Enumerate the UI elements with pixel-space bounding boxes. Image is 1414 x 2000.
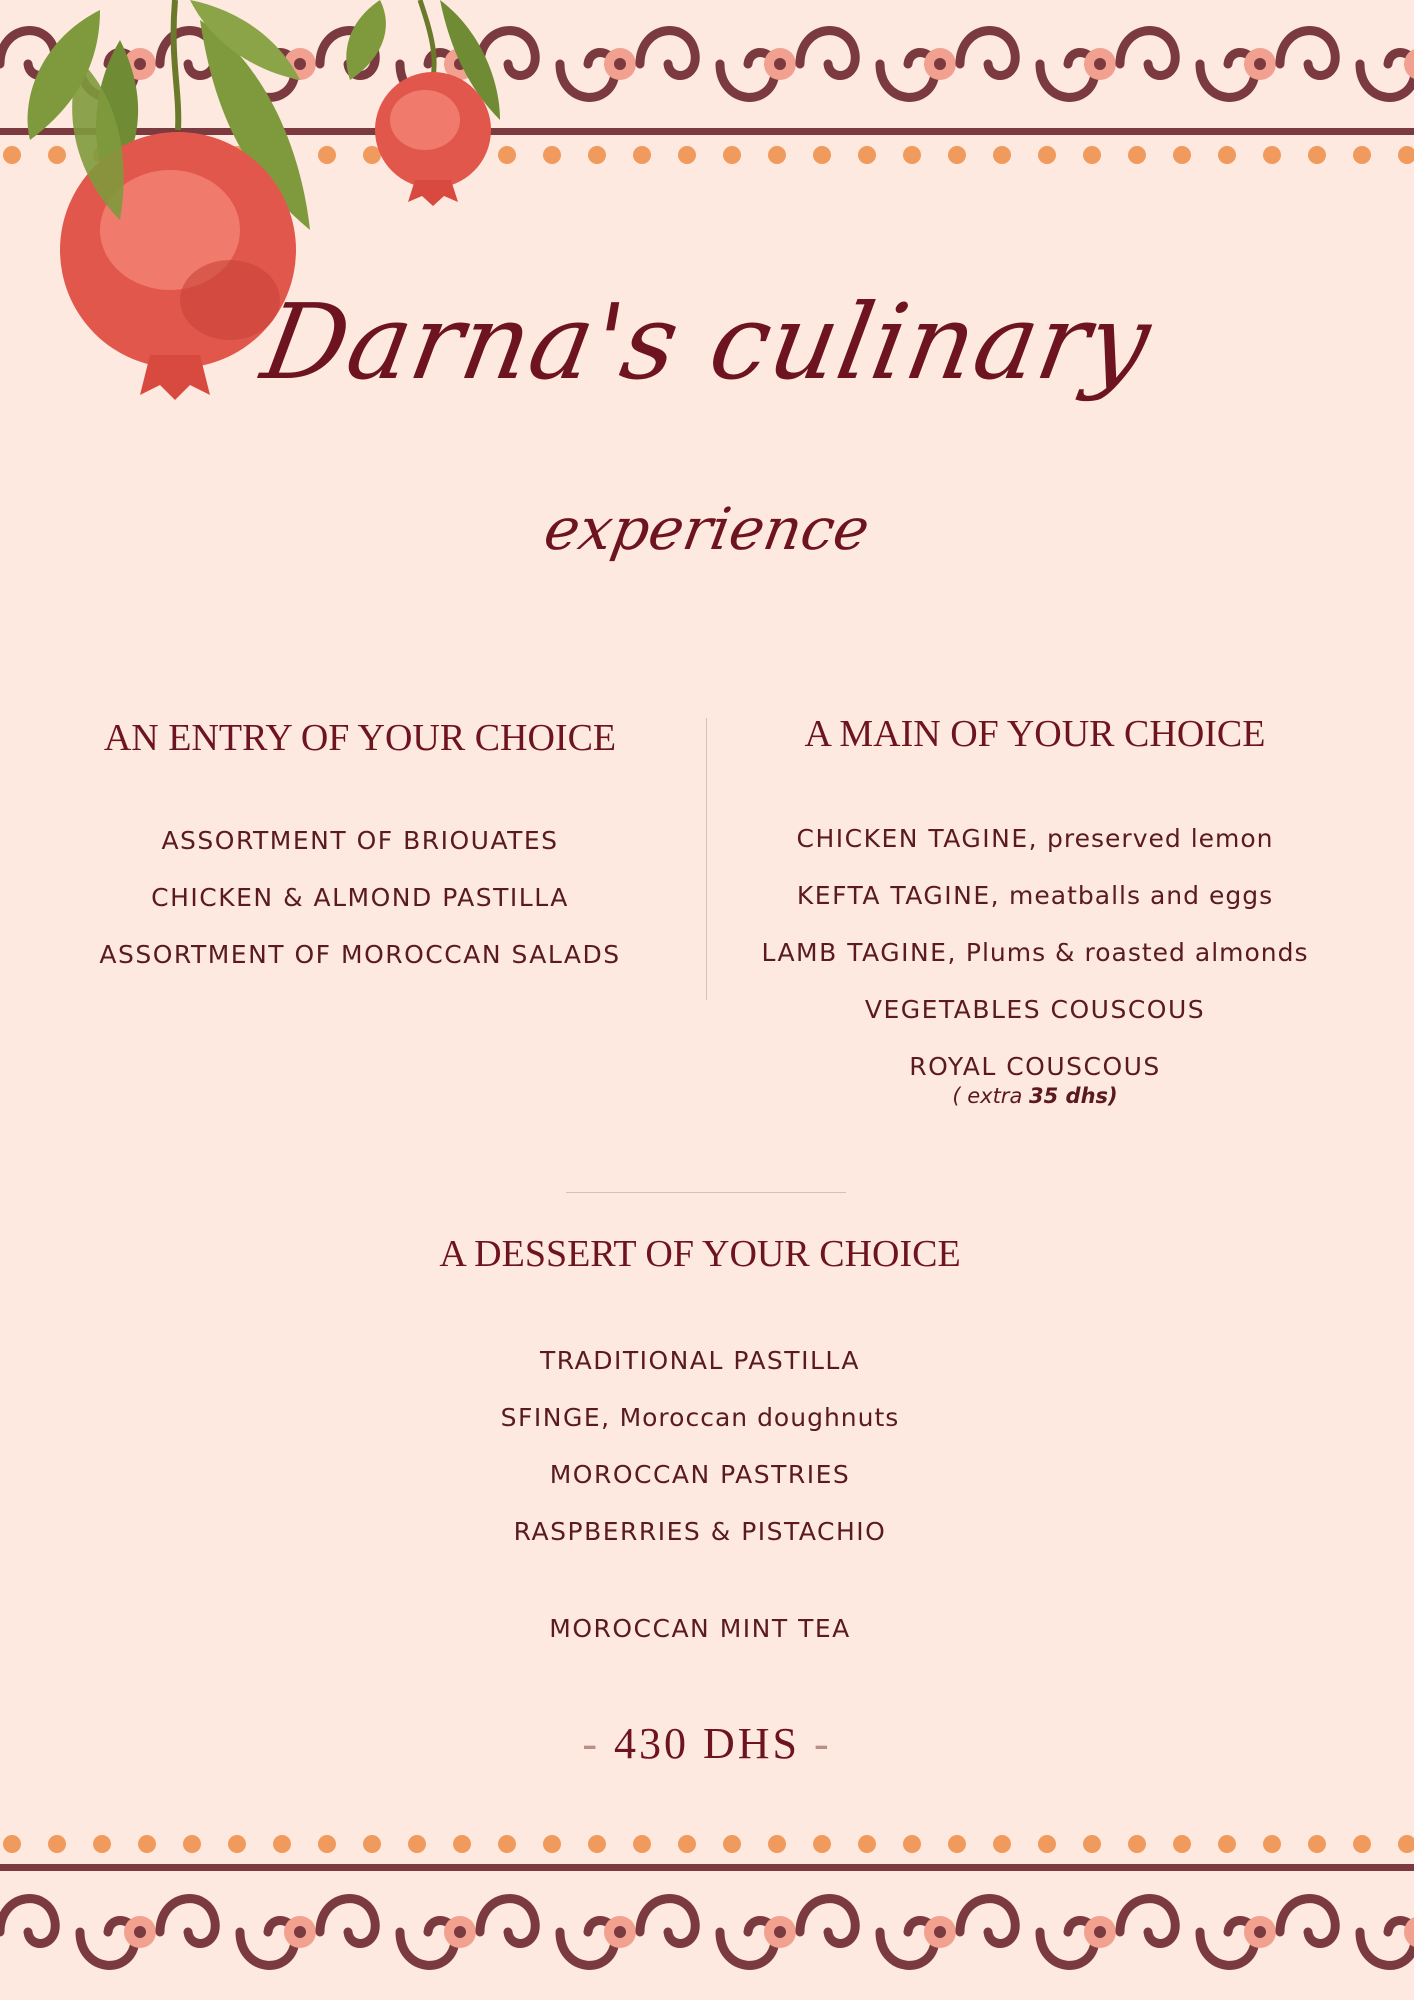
- main-item: KEFTA TAGINE, meatballs and eggs: [796, 881, 1274, 910]
- main-item: ROYAL COUSCOUS: [909, 1052, 1161, 1081]
- main-heading: A MAIN OF YOUR CHOICE: [804, 713, 1266, 755]
- dessert-item: RASPBERRIES & PISTACHIO: [513, 1517, 887, 1546]
- bottom-ornamental-border: [0, 1820, 1414, 2000]
- column-divider: [706, 718, 707, 1000]
- section-divider: [566, 1192, 846, 1193]
- dessert-item: TRADITIONAL PASTILLA: [540, 1346, 860, 1375]
- entry-item: ASSORTMENT OF MOROCCAN SALADS: [99, 940, 621, 969]
- main-item: VEGETABLES COUSCOUS: [864, 995, 1206, 1024]
- dessert-heading: A DESSERT OF YOUR CHOICE: [439, 1233, 961, 1275]
- menu-price: - 430 DHS -: [582, 1719, 832, 1768]
- main-item: CHICKEN TAGINE, preserved lemon: [796, 824, 1274, 853]
- extra-charge-note: ( extra 35 dhs): [952, 1084, 1118, 1108]
- menu-title: Darna's culinary: [254, 281, 1160, 403]
- entry-heading: AN ENTRY OF YOUR CHOICE: [103, 717, 617, 759]
- entry-item: ASSORTMENT OF BRIOUATES: [161, 826, 559, 855]
- main-item: LAMB TAGINE, Plums & roasted almonds: [761, 938, 1309, 967]
- dessert-item: SFINGE, Moroccan doughnuts: [500, 1403, 900, 1432]
- mint-tea-item: MOROCCAN MINT TEA: [549, 1614, 851, 1643]
- dessert-item: MOROCCAN PASTRIES: [549, 1460, 851, 1489]
- menu-subtitle: experience: [539, 495, 875, 563]
- entry-item: CHICKEN & ALMOND PASTILLA: [151, 883, 569, 912]
